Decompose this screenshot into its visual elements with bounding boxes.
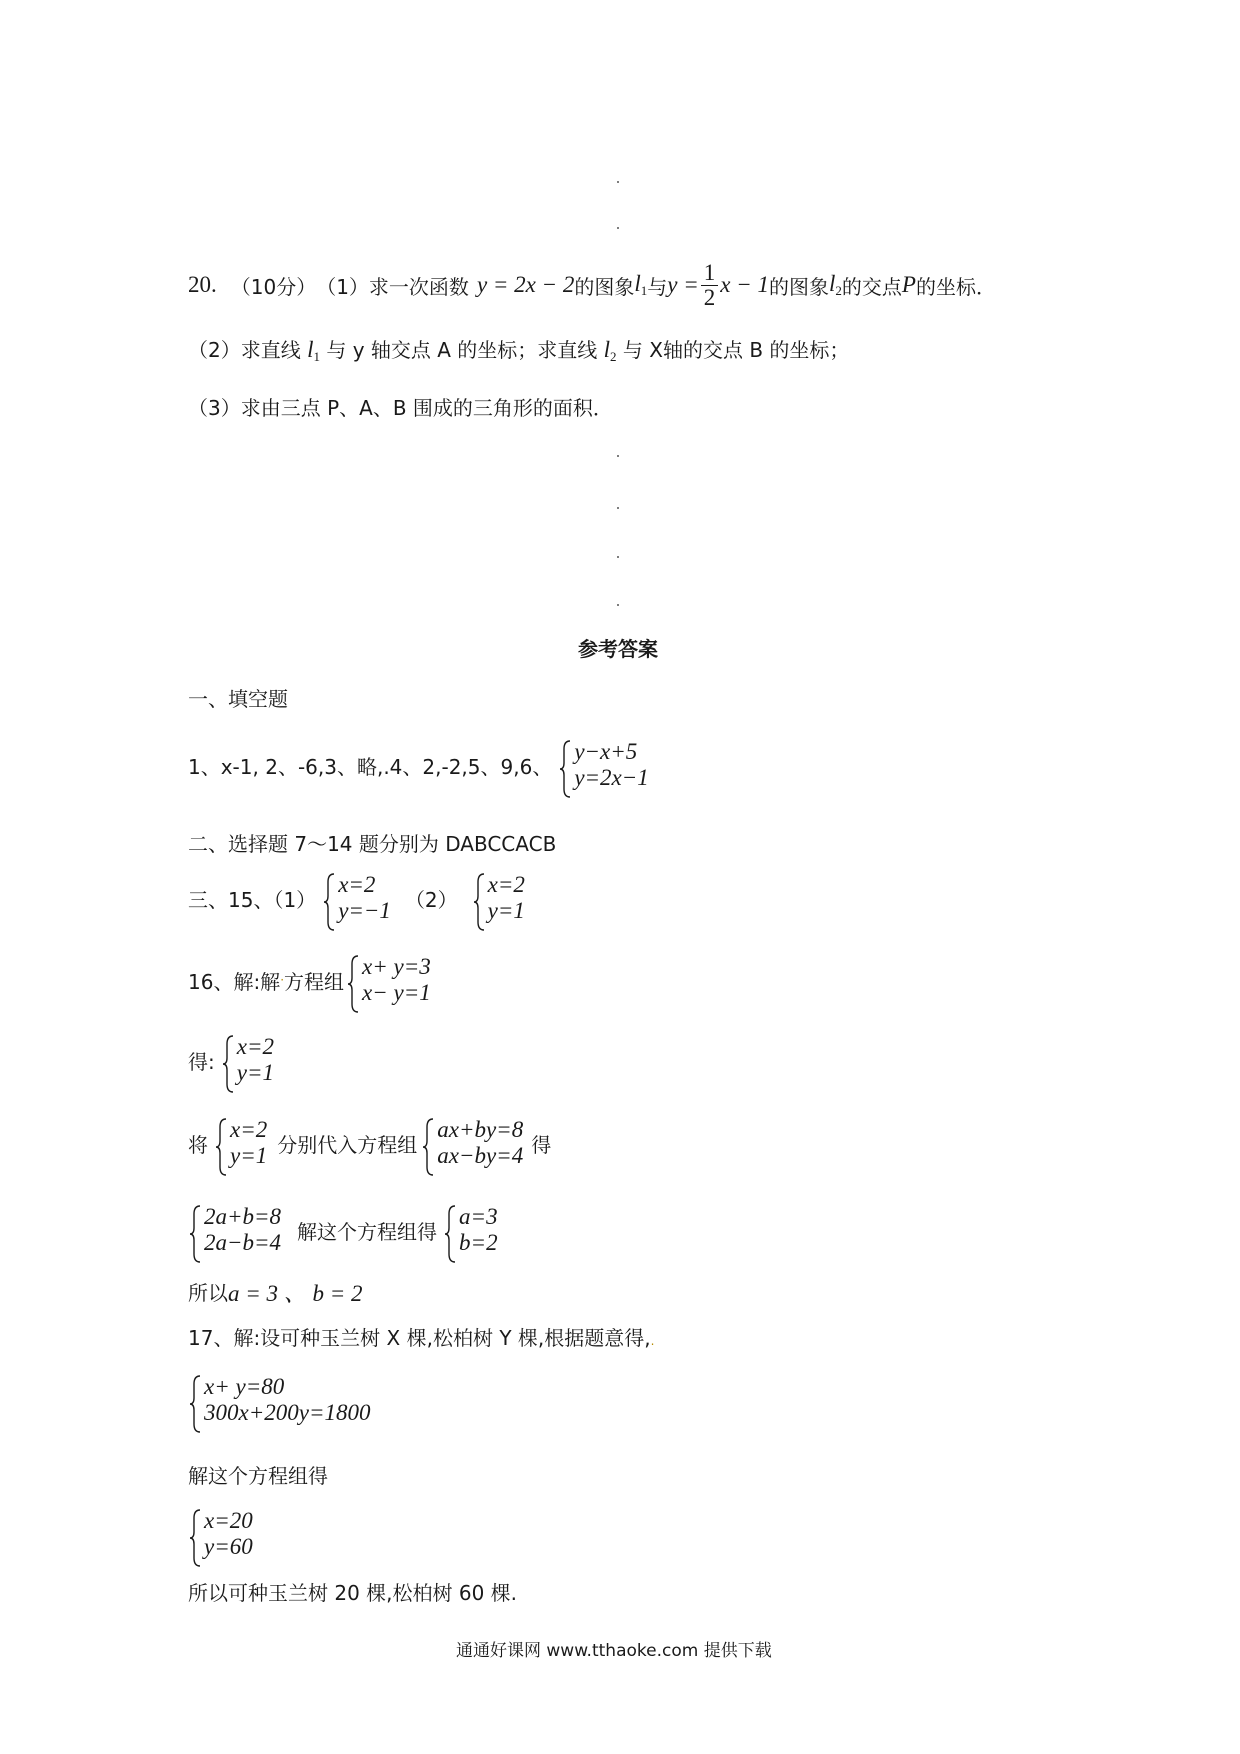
- q20-eq2-right: x − 1: [720, 272, 770, 297]
- brace-icon: [221, 1034, 235, 1094]
- q20-part2: [188, 334, 849, 365]
- footer-credit: 通通好课网 www.tthaoke.com 提供下载: [456, 1641, 772, 1661]
- system-line: y=1: [230, 1143, 268, 1168]
- fenbie-system: [421, 1117, 523, 1169]
- system-line: x− y=1: [362, 980, 431, 1005]
- answer-15-2-label: （2）: [404, 887, 458, 912]
- q20-l2: $l_2$: [829, 271, 842, 298]
- fraction-denominator: 2: [703, 284, 716, 310]
- stray-dot: [617, 227, 619, 229]
- answer-17-system: [188, 1374, 370, 1426]
- answer-15-2-system: [472, 872, 525, 924]
- system-line: b=2: [459, 1230, 498, 1255]
- brace-icon: [346, 954, 360, 1014]
- system-line: y=−1: [338, 898, 391, 923]
- system-line: y=1: [236, 1060, 274, 1085]
- system-line: 2a−b=4: [204, 1230, 282, 1255]
- q20-text-and: 与: [647, 274, 668, 299]
- answer-15-line: [188, 868, 525, 928]
- system-line: x+ y=80: [204, 1374, 285, 1399]
- answer-17-text: 17、解:设可种玉兰树 X 棵,松柏树 Y 棵,根据题意得,: [188, 1326, 651, 1350]
- stray-dot: [617, 181, 619, 183]
- system-line: ax−by=4: [437, 1143, 524, 1168]
- suoyi-label: 所以: [188, 1281, 228, 1305]
- system-line: y=60: [204, 1534, 253, 1559]
- system-line: 2a+b=8: [204, 1204, 282, 1229]
- answer-16-substitute: [188, 1113, 551, 1173]
- stray-dot: [617, 455, 619, 457]
- q20-text-intersection: 的交点: [841, 274, 902, 299]
- brace-icon: [188, 1374, 202, 1434]
- de2-label: 得: [531, 1132, 552, 1157]
- brace-icon: [214, 1117, 228, 1177]
- q20-text-coords: 的坐标．: [915, 274, 996, 299]
- watermark-mark: ·: [280, 973, 285, 987]
- brace-icon: [472, 872, 486, 932]
- jie-label: 解这个方程组得: [297, 1219, 438, 1244]
- q20-fraction: [701, 261, 719, 310]
- system-line: ax+by=8: [437, 1117, 524, 1142]
- answer-16-mid: 方程组: [284, 969, 345, 994]
- system-line: y=2x−1: [574, 765, 649, 790]
- answer-16-result: [188, 1030, 274, 1090]
- q20-eq1: y = 2x − 2: [476, 272, 575, 297]
- jiang-label: 将: [188, 1132, 208, 1157]
- watermark-mark: .: [650, 1334, 655, 1348]
- de-system: [221, 1034, 274, 1086]
- answer-16-ab: [188, 1200, 498, 1260]
- stray-dot: [617, 556, 619, 558]
- de-label: 得:: [188, 1049, 215, 1074]
- system-line: x+ y=3: [362, 954, 431, 979]
- q20-part3: （3）求由三点 P、A、B 围成的三角形的面积．: [188, 396, 613, 420]
- brace-icon: [188, 1204, 202, 1264]
- system-line: x=20: [204, 1508, 253, 1533]
- q20-line1: [188, 255, 996, 315]
- section-choice: 二、选择题 7～14 题分别为 DABCCACB: [188, 832, 557, 856]
- section-fill-blank: 一、填空题: [188, 687, 288, 711]
- answer-17-result: [188, 1508, 253, 1560]
- suoyi-expr: a = 3 、 b = 2: [228, 1281, 363, 1306]
- q20-text-graph: 的图象: [574, 274, 635, 299]
- q20-l1: $l_1$: [634, 271, 648, 298]
- system-line: x=2: [338, 872, 376, 897]
- jiang-system: [214, 1117, 267, 1169]
- brace-icon: [188, 1508, 202, 1568]
- system-line: 300x+200y=1800: [204, 1400, 371, 1425]
- answer-1-line: [188, 735, 649, 795]
- brace-icon: [443, 1204, 457, 1264]
- answer-16-system: [346, 954, 431, 1006]
- system-line: y=1: [487, 898, 525, 923]
- brace-icon: [421, 1117, 435, 1177]
- answer-15-prefix: 三、15、（1）: [188, 887, 317, 912]
- stray-dot: [617, 604, 619, 606]
- system-line: y−x+5: [574, 739, 638, 764]
- q20-score: （10分）: [230, 274, 317, 299]
- system-line: x=2: [236, 1034, 274, 1059]
- brace-icon: [558, 739, 572, 799]
- answer-17-solve-label: 解这个方程组得: [188, 1464, 328, 1488]
- fenbie-label: 分别代入方程组: [277, 1132, 418, 1157]
- fraction-numerator: 1: [701, 261, 719, 286]
- answer-15-1-system: [322, 872, 391, 924]
- answer-16-line: [188, 950, 431, 1010]
- q20-part1-prefix: （1）求一次函数: [316, 274, 469, 299]
- system-line: x=2: [230, 1117, 268, 1142]
- q20-part2-c: 与 X轴的交点 B 的坐标；: [622, 338, 850, 362]
- answer-17-system-wrap: [188, 1370, 370, 1430]
- q20-part2-a: （2）求直线: [188, 338, 301, 362]
- answer-16-prefix: 16、解:解: [188, 969, 281, 994]
- q20-eq2-left: y =: [667, 272, 699, 297]
- answer-16-conclusion: [188, 1275, 363, 1308]
- system-line: x=2: [487, 872, 525, 897]
- ab-system: [188, 1204, 281, 1256]
- answer-17-result-wrap: [188, 1504, 253, 1564]
- answer-1-system: [558, 739, 648, 791]
- q20-part2-l2: $l_2$: [603, 337, 617, 364]
- answer-1-text: 1、x-1, 2、-6,3、略,.4、2,-2,5、9,6、: [188, 754, 553, 779]
- answers-title: 参考答案: [578, 637, 658, 661]
- q20-point-p: P: [901, 272, 916, 297]
- system-line: a=3: [459, 1204, 498, 1229]
- ab-result-system: [443, 1204, 498, 1256]
- q20-part2-l1: $l_1$: [307, 337, 320, 364]
- answer-17-intro: [188, 1322, 654, 1351]
- answer-17-final: 所以可种玉兰树 20 棵,松柏树 60 棵.: [188, 1581, 518, 1605]
- stray-dot: [617, 507, 619, 509]
- q20-text-graph2: 的图象: [769, 274, 830, 299]
- brace-icon: [322, 872, 336, 932]
- q20-part2-b: 与 y 轴交点 A 的坐标；求直线: [326, 338, 598, 362]
- q20-number: 20.: [188, 272, 217, 297]
